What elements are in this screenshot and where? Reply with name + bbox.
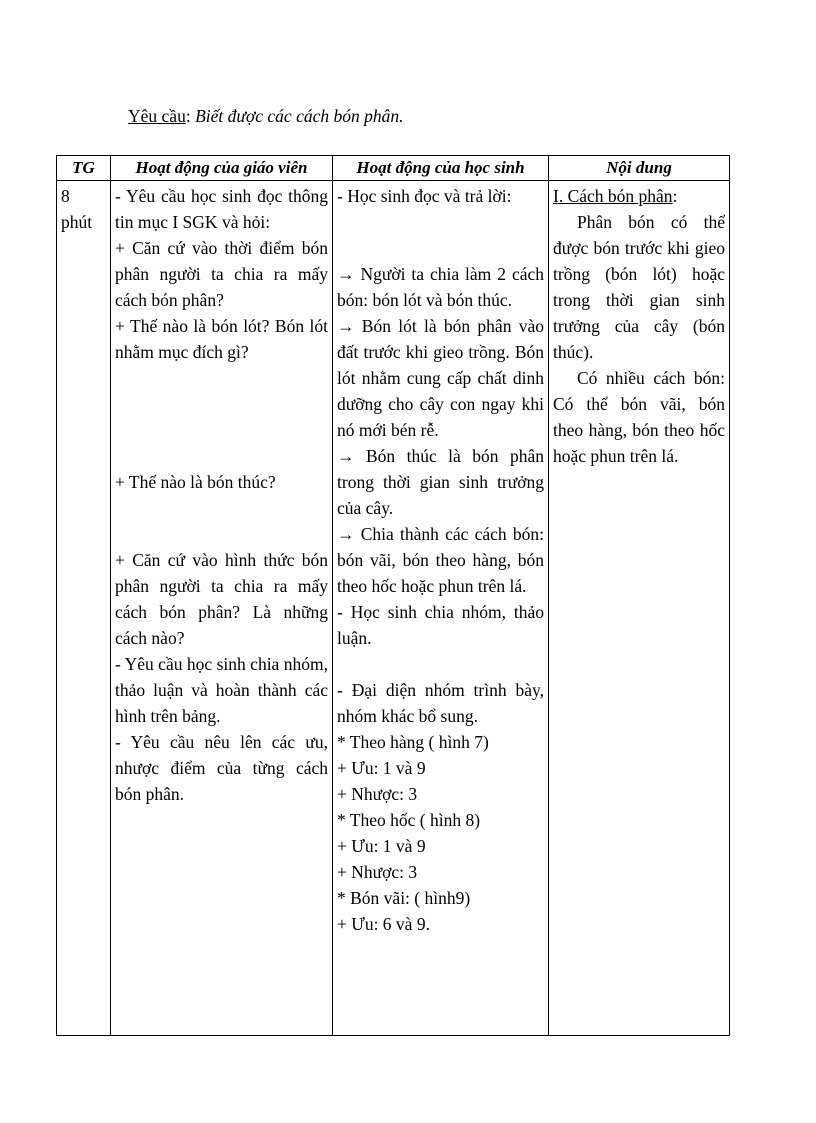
content-title: I. Cách bón phân — [553, 186, 673, 206]
teacher-item: + Căn cứ vào thời điểm bón phân người ta chia ra mấy cách bón phân? — [115, 238, 328, 310]
requirement-colon: : — [185, 106, 196, 126]
student-item: * Theo hốc ( hình 8) — [337, 810, 481, 830]
time-cell — [57, 181, 111, 1036]
table-row — [57, 181, 730, 1036]
student-item: - Đại diện nhóm trình bày, nhóm khác bổ sung. — [337, 680, 544, 726]
student-item: - Học sinh đọc và trả lời: — [337, 186, 512, 206]
content-cell — [549, 181, 730, 1036]
requirement-text: Biết được các cách bón phân. — [195, 106, 404, 126]
requirement-line — [128, 104, 403, 128]
teacher-item: + Căn cứ vào hình thức bón phân người ta chia ra mấy cách bón phân? Là những cách nào? — [115, 550, 328, 648]
content-paragraph: Phân bón có thể được bón trước khi gieo trồng (bón lót) hoặc trong thời gian sinh trưởng của cây (bón thúc). — [553, 212, 725, 362]
content-title-line — [553, 183, 725, 209]
student-item: → Bón thúc là bón phân trong thời gian sinh trưởng của cây. — [337, 446, 544, 518]
teacher-item: - Yêu cầu học sinh chia nhóm, thảo luận và hoàn thành các hình trên bảng. — [115, 654, 328, 726]
header-student-activity: Hoạt động của học sinh — [333, 156, 549, 181]
header-content: Nội dung — [549, 156, 730, 181]
student-item: * Bón vãi: ( hình9) — [337, 888, 471, 908]
teacher-activity-cell — [111, 181, 333, 1036]
content-paragraph: Có nhiều cách bón: Có thể bón vãi, bón theo hàng, bón theo hốc hoặc phun trên lá. — [553, 368, 725, 466]
student-item: → Người ta chia làm 2 cách bón: bón lót và bón thúc. — [337, 264, 544, 310]
student-item: + Ưu: 1 và 9 — [337, 758, 426, 778]
student-item: + Ưu: 6 và 9. — [337, 914, 430, 934]
student-item: + Nhược: 3 — [337, 784, 418, 804]
teacher-item: - Yêu cầu học sinh đọc thông tin mục I SGK và hỏi: — [115, 186, 328, 232]
student-item: → Bón lót là bón phân vào đất trước khi gieo trồng. Bón lót nhằm cung cấp chất dinh dưỡng cho cây con ngay khi nó mới bén rễ. — [337, 316, 544, 440]
lesson-table — [56, 155, 730, 1036]
teacher-item: - Yêu cầu nêu lên các ưu, nhược điểm của từng cách bón phân. — [115, 732, 328, 804]
content-title-colon: : — [672, 186, 678, 206]
table-header-row — [57, 156, 730, 181]
teacher-item: + Thế nào là bón thúc? — [115, 472, 276, 492]
student-item: + Nhược: 3 — [337, 862, 418, 882]
student-item: + Ưu: 1 và 9 — [337, 836, 426, 856]
header-teacher-activity: Hoạt động của giáo viên — [111, 156, 333, 181]
student-item: * Theo hàng ( hình 7) — [337, 732, 489, 752]
time-value: 8 — [61, 186, 70, 206]
student-activity-cell — [333, 181, 549, 1036]
student-item: → Chia thành các cách bón: bón vãi, bón theo hàng, bón theo hốc hoặc phun trên lá. — [337, 524, 544, 596]
header-tg: TG — [57, 156, 111, 181]
time-unit: phút — [61, 212, 93, 232]
teacher-item: + Thế nào là bón lót? Bón lót nhằm mục đích gì? — [115, 316, 328, 362]
student-item: - Học sinh chia nhóm, thảo luận. — [337, 602, 544, 648]
requirement-label: Yêu cầu — [128, 106, 186, 126]
